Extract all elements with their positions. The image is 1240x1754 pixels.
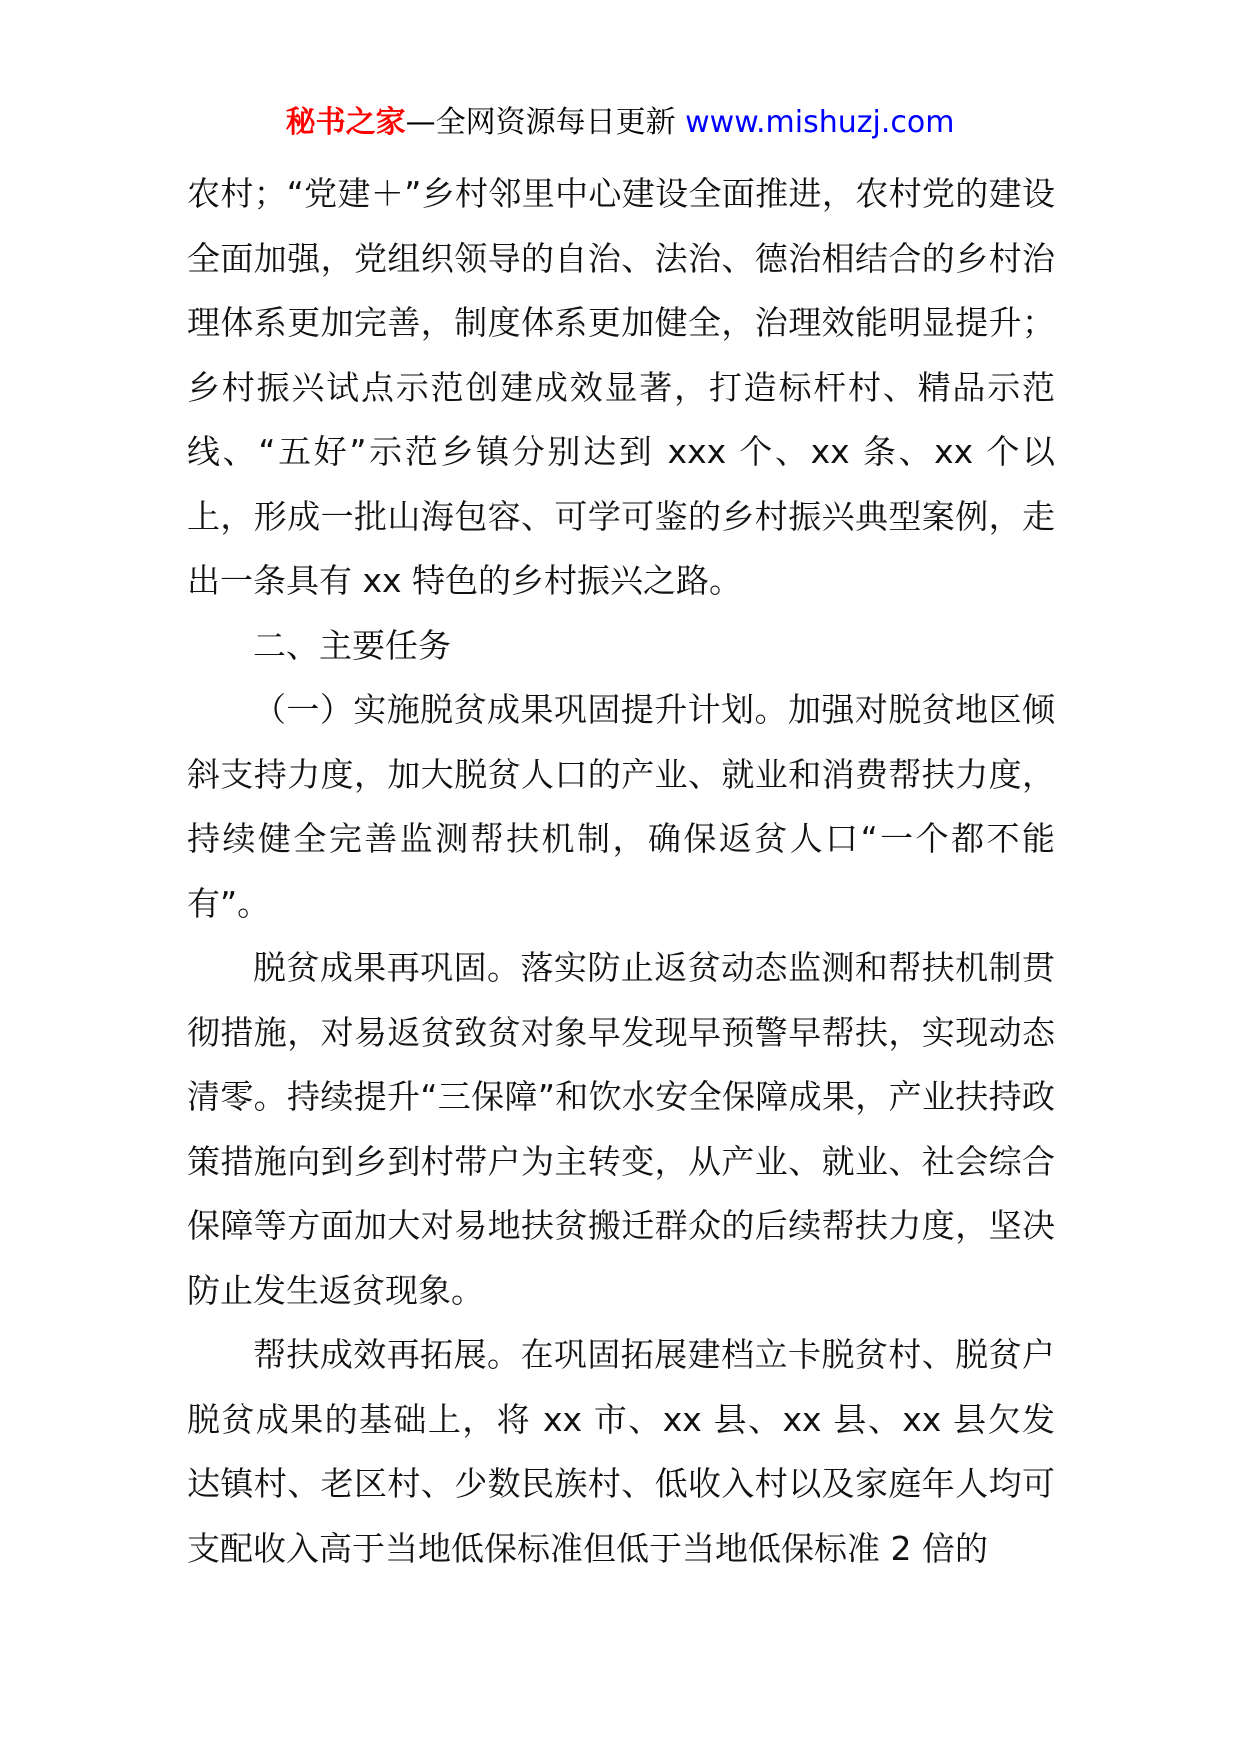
paragraph-continuation: 农村；“党建＋”乡村邻里中心建设全面推进，农村党的建设全面加强，党组织领导的自治、法治、德治相结合的乡村治理体系更加完善，制度体系更加健全，治理效能明显提升；乡村振兴试点示范创建成效显著，打造标杆村、精品示范线、“五好”示范乡镇分别达到 xxx 个、xx 条、xx 个以上，形成一批山海包容、可学可鉴的乡村振兴典型案例，走出一条具有 xx 特色的乡村振兴之路。 [187, 174, 1055, 600]
task-one-paragraph: （一）实施脱贫成果巩固提升计划。加强对脱贫地区倾斜支持力度，加大脱贫人口的产业、就业和消费帮扶力度，持续健全完善监测帮扶机制，确保返贫人口“一个都不能有”。 [187, 690, 1055, 923]
header-slogan: —全网资源每日更新 [405, 105, 686, 140]
section-heading: 二、主要任务 [253, 625, 451, 665]
page-header [0, 100, 1240, 146]
document-body [187, 162, 1055, 1581]
assistance-paragraph: 帮扶成效再拓展。在巩固拓展建档立卡脱贫村、脱贫户脱贫成果的基础上，将 xx 市、xx 县、xx 县、xx 县欠发达镇村、老区村、少数民族村、低收入村以及家庭年人均可支配收入高于当地低保标准但低于当地低保标准 2 倍的 [187, 1335, 1055, 1568]
brand-name: 秘书之家 [285, 105, 406, 140]
website-link[interactable]: www.mishuzj.com [685, 105, 955, 140]
consolidation-paragraph: 脱贫成果再巩固。落实防止返贫动态监测和帮扶机制贯彻措施，对易返贫致贫对象早发现早预警早帮扶，实现动态清零。持续提升“三保障”和饮水安全保障成果，产业扶持政策措施向到乡到村带户为主转变，从产业、就业、社会综合保障等方面加大对易地扶贫搬迁群众的后续帮扶力度，坚决防止发生返贫现象。 [187, 948, 1055, 1310]
